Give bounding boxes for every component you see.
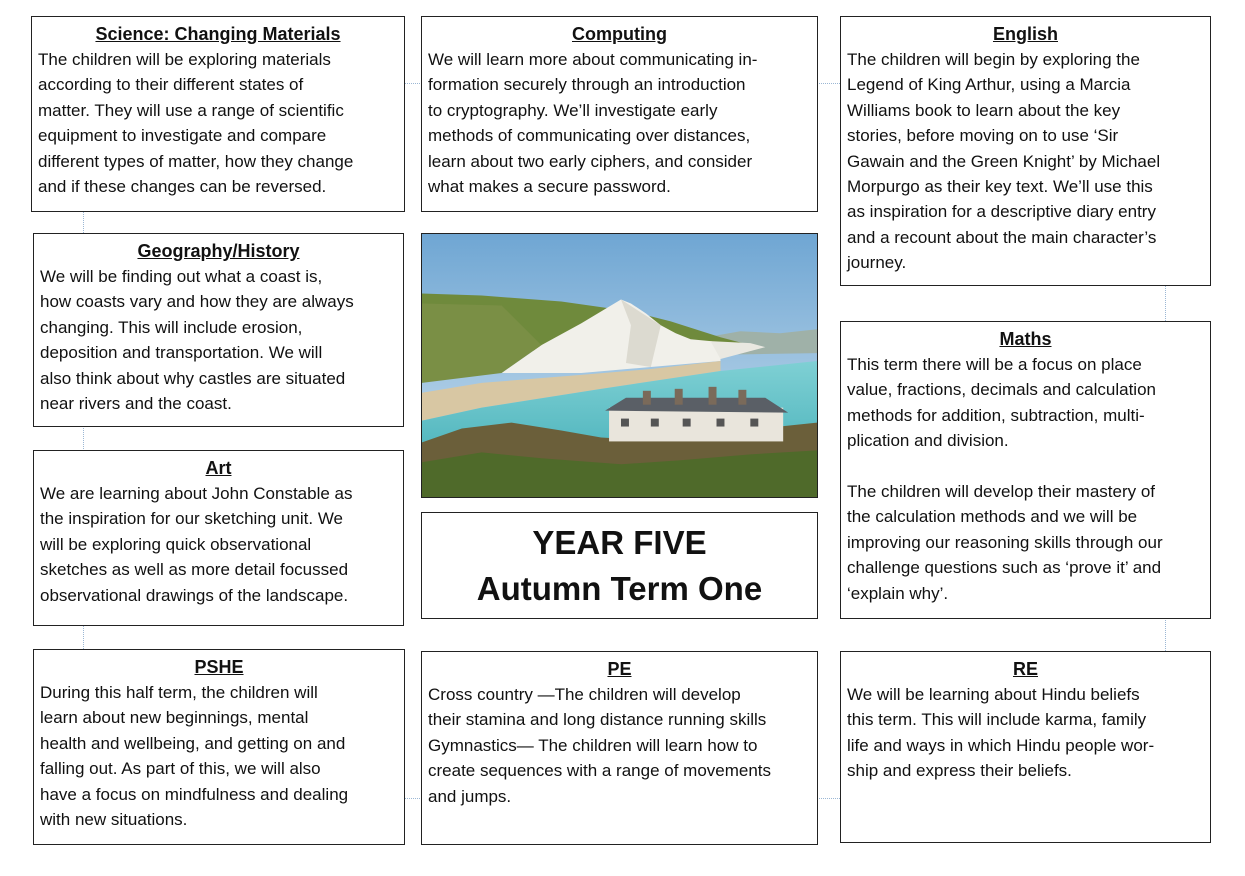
english-text: The children will begin by exploring the Legend of King Arthur, using a Marcia Williams book to learn about the key stories, before moving on to use ‘Sir Gawain and the Green Knight’ by Michael Morpurgo as their key text. We’ll use this as inspiration for a descriptive diary entry and a recount about the main character’s journey. [847,50,1161,273]
pshe-box [33,649,405,845]
english-box [840,16,1211,286]
title-year: YEAR FIVE [532,523,707,561]
science-box [31,16,405,212]
pe-box [421,651,818,845]
science-heading: Science: Changing Materials [95,24,341,44]
geography-history-heading: Geography/History [137,241,300,261]
science-text: The children will be exploring materials according to their different states of matter. They will use a range of scientific equipment to investigate and compare different types of matter, how they change and if these changes can be reversed. [38,50,354,197]
pe-text: Cross country —The children will develop their stamina and long distance running skills Gymnastics— The children will learn how to create sequences with a range of movements and jumps. [428,685,772,806]
maths-heading: Maths [999,329,1052,349]
title-box [421,512,818,619]
re-text: We will be learning about Hindu beliefs this term. This will include karma, family life and ways in which Hindu people wor- ship and express their beliefs. [847,685,1155,781]
computing-text: We will learn more about communicating in- formation securely through an introduction to cryptography. We’ll investigate early methods of communicating over distances, learn about two early ciphers, and consider what makes a secure password. [428,50,758,197]
art-box [33,450,404,626]
re-heading: RE [1012,659,1038,679]
art-heading: Art [205,458,232,478]
title-term: Autumn Term One [476,569,763,607]
computing-heading: Computing [572,24,667,44]
computing-box [421,16,818,212]
maths-box [840,321,1211,619]
pe-heading: PE [607,659,632,679]
maths-text: This term there will be a focus on place value, fractions, decimals and calculation methods for addition, subtraction, multi- plication and division. The children will develop their mastery of the calculation methods and we will be improving our reasoning skills through our challenge questions such as ‘prove it’ and ‘explain why’. [847,355,1163,603]
english-heading: English [992,24,1058,44]
art-text: We are learning about John Constable as the inspiration for our sketching unit. We will be exploring quick observational sketches as well as more detail focussed observational drawings of the landscape. [40,484,353,605]
coastline-illustration [422,234,817,497]
coastline-photo [421,233,818,498]
geography-history-text: We will be finding out what a coast is, how coasts vary and how they are always changing. This will include erosion, deposition and transportation. We will also think about why castles are situated near rivers and the coast. [40,267,354,414]
geography-history-box [33,233,404,427]
re-box [840,651,1211,843]
pshe-heading: PSHE [194,657,244,677]
pshe-text: During this half term, the children will learn about new beginnings, mental health and wellbeing, and getting on and falling out. As part of this, we will also have a focus on mindfulness and dealing with new situations. [40,683,349,830]
